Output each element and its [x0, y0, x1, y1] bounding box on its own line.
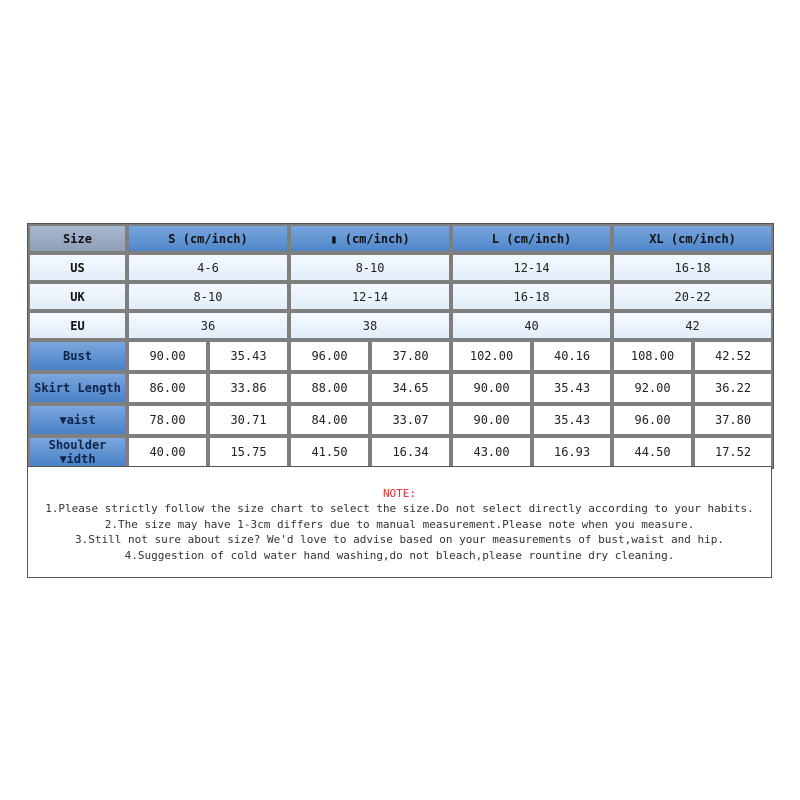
cell: 37.80 [693, 404, 773, 436]
cell: 16-18 [451, 282, 612, 311]
cell: 17.52 [693, 436, 773, 468]
cell: 20-22 [612, 282, 773, 311]
header-size-s: S (cm/inch) [127, 224, 289, 253]
cell: 90.00 [451, 372, 532, 404]
cell: 40.16 [532, 340, 612, 372]
cell: 36 [127, 311, 289, 340]
cell: 16-18 [612, 253, 773, 282]
cell: 40 [451, 311, 612, 340]
row-label: EU [28, 311, 127, 340]
cell: 12-14 [451, 253, 612, 282]
header-size-label: Size [28, 224, 127, 253]
cell: 86.00 [127, 372, 208, 404]
cell: 90.00 [451, 404, 532, 436]
header-size-m: ▮ (cm/inch) [289, 224, 451, 253]
row-shoulder-width [28, 436, 773, 468]
row-us [28, 253, 773, 282]
row-label: US [28, 253, 127, 282]
header-row [28, 224, 773, 253]
row-eu [28, 311, 773, 340]
row-label: UK [28, 282, 127, 311]
note-box [27, 466, 772, 578]
cell: 88.00 [289, 372, 370, 404]
cell: 35.43 [208, 340, 289, 372]
cell: 44.50 [612, 436, 693, 468]
cell: 34.65 [370, 372, 451, 404]
note-line-4: 4.Suggestion of cold water hand washing,do not bleach,please rountine dry cleaning. [124, 548, 675, 562]
cell: 40.00 [127, 436, 208, 468]
cell: 35.43 [532, 404, 612, 436]
row-waist [28, 404, 773, 436]
row-label-line2: ▼idth [59, 452, 96, 466]
cell: 15.75 [208, 436, 289, 468]
row-bust [28, 340, 773, 372]
row-skirt-length [28, 372, 773, 404]
cell: 43.00 [451, 436, 532, 468]
cell: 16.34 [370, 436, 451, 468]
cell: 33.86 [208, 372, 289, 404]
cell: 30.71 [208, 404, 289, 436]
note-title: NOTE: [382, 487, 417, 500]
note-line-3: 3.Still not sure about size? We'd love to advise based on your measurements of bust,waist and hip. [74, 533, 724, 546]
row-label [28, 436, 127, 468]
cell: 92.00 [612, 372, 693, 404]
row-uk [28, 282, 773, 311]
row-label-line1: Shoulder [48, 438, 107, 452]
header-size-xl: XL (cm/inch) [612, 224, 773, 253]
cell: 78.00 [127, 404, 208, 436]
note-line-1: 1.Please strictly follow the size chart to select the size.Do not select directly according to your habits. [45, 502, 754, 515]
cell: 36.22 [693, 372, 773, 404]
cell: 38 [289, 311, 451, 340]
cell: 33.07 [370, 404, 451, 436]
cell: 16.93 [532, 436, 612, 468]
cell: 8-10 [289, 253, 451, 282]
row-label: Bust [28, 340, 127, 372]
cell: 90.00 [127, 340, 208, 372]
row-label: ▼aist [28, 404, 127, 436]
cell: 96.00 [289, 340, 370, 372]
cell: 84.00 [289, 404, 370, 436]
cell: 8-10 [127, 282, 289, 311]
cell: 35.43 [532, 372, 612, 404]
cell: 37.80 [370, 340, 451, 372]
note-line-2: 2.The size may have 1-3cm differs due to manual measurement.Please note when you measure. [104, 517, 695, 531]
cell: 4-6 [127, 253, 289, 282]
header-size-l: L (cm/inch) [451, 224, 612, 253]
cell: 96.00 [612, 404, 693, 436]
row-label: Skirt Length [28, 372, 127, 404]
cell: 108.00 [612, 340, 693, 372]
cell: 12-14 [289, 282, 451, 311]
size-chart [27, 223, 772, 469]
cell: 42.52 [693, 340, 773, 372]
cell: 41.50 [289, 436, 370, 468]
cell: 42 [612, 311, 773, 340]
size-table [27, 223, 774, 469]
cell: 102.00 [451, 340, 532, 372]
